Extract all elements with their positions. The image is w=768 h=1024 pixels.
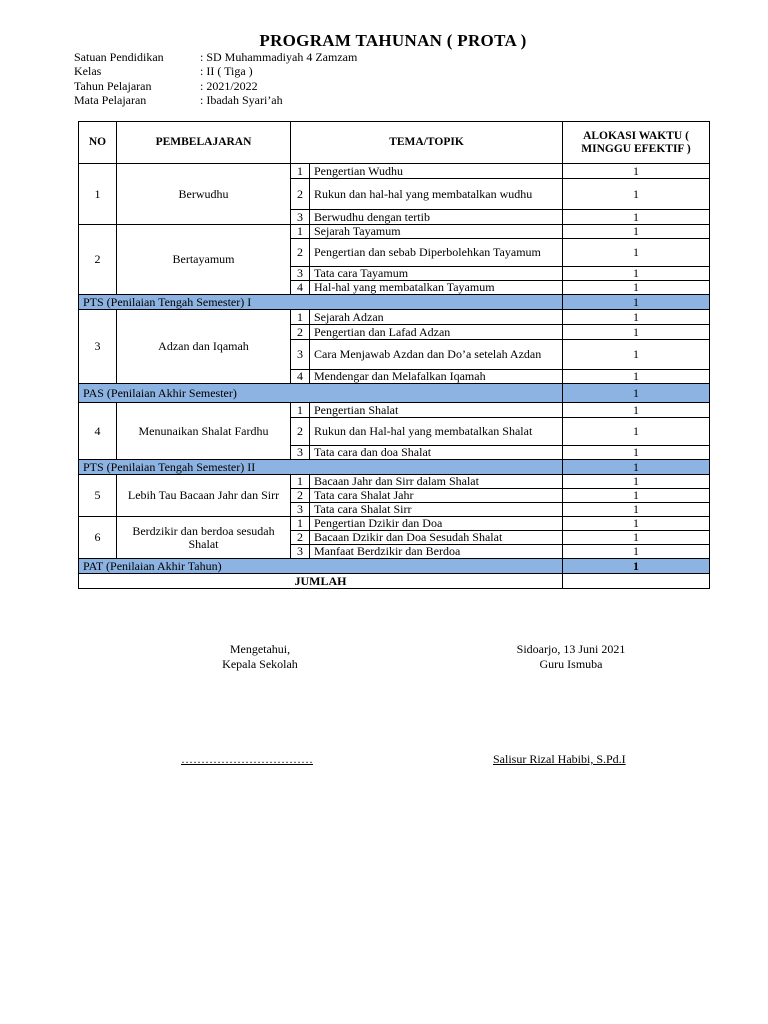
- topic-alokasi: 1: [563, 310, 710, 325]
- topic-text: Bacaan Dzikir dan Doa Sesudah Shalat: [310, 531, 563, 545]
- topic-text: Berwudhu dengan tertib: [310, 210, 563, 225]
- topic-number: 2: [291, 239, 310, 267]
- assessment-label: PAT (Penilaian Akhir Tahun): [79, 559, 563, 574]
- assessment-alokasi: 1: [563, 384, 710, 403]
- topic-number: 2: [291, 489, 310, 503]
- prota-table: [78, 121, 710, 589]
- signature-right-name: Salisur Rizal Habibi, S.Pd.I: [493, 752, 626, 766]
- topic-alokasi: 1: [563, 164, 710, 179]
- assessment-row: [79, 295, 710, 310]
- topic-number: 3: [291, 340, 310, 370]
- topic-text: Mendengar dan Melafalkan Iqamah: [310, 370, 563, 384]
- topic-text: Hal-hal yang membatalkan Tayamum: [310, 281, 563, 295]
- table-row: [79, 475, 710, 489]
- meta-value: : SD Muhammadiyah 4 Zamzam: [200, 50, 358, 64]
- total-row: [79, 574, 710, 589]
- signature-left: [190, 642, 330, 672]
- topic-text: Pengertian dan sebab Diperbolehkan Tayamum: [310, 239, 563, 267]
- topic-number: 1: [291, 403, 310, 418]
- topic-text: Tata cara Shalat Sirr: [310, 503, 563, 517]
- topic-number: 3: [291, 503, 310, 517]
- topic-alokasi: 1: [563, 239, 710, 267]
- group-no: 4: [79, 403, 117, 460]
- topic-number: 2: [291, 418, 310, 446]
- header-alokasi: ALOKASI WAKTU ( MINGGU EFEKTIF ): [563, 122, 710, 164]
- table-row: [79, 164, 710, 179]
- topic-text: Rukun dan hal-hal yang membatalkan wudhu: [310, 179, 563, 210]
- meta-row: [74, 79, 357, 93]
- topic-alokasi: 1: [563, 418, 710, 446]
- total-value: [563, 574, 710, 589]
- header-no: NO: [79, 122, 117, 164]
- topic-number: 1: [291, 517, 310, 531]
- topic-alokasi: 1: [563, 531, 710, 545]
- signature-left-line2: Kepala Sekolah: [222, 657, 298, 671]
- document-title: PROGRAM TAHUNAN ( PROTA ): [259, 31, 527, 50]
- signature-right: [486, 642, 656, 672]
- group-name: Lebih Tau Bacaan Jahr dan Sirr: [117, 475, 291, 517]
- topic-alokasi: 1: [563, 210, 710, 225]
- topic-alokasi: 1: [563, 517, 710, 531]
- topic-text: Tata cara dan doa Shalat: [310, 446, 563, 460]
- signature-right-line2: Guru Ismuba: [539, 657, 603, 671]
- group-no: 6: [79, 517, 117, 559]
- table-row: [79, 225, 710, 239]
- assessment-row: [79, 384, 710, 403]
- assessment-alokasi: 1: [563, 559, 710, 574]
- signature-left-name: ……………………………: [181, 752, 313, 766]
- group-no: 1: [79, 164, 117, 225]
- group-name: Adzan dan Iqamah: [117, 310, 291, 384]
- table-row: [79, 517, 710, 531]
- topic-number: 4: [291, 281, 310, 295]
- topic-number: 3: [291, 210, 310, 225]
- header-row: [79, 122, 710, 164]
- topic-alokasi: 1: [563, 545, 710, 559]
- topic-alokasi: 1: [563, 267, 710, 281]
- assessment-row: [79, 559, 710, 574]
- topic-number: 2: [291, 325, 310, 340]
- topic-text: Bacaan Jahr dan Sirr dalam Shalat: [310, 475, 563, 489]
- group-no: 2: [79, 225, 117, 295]
- total-label: JUMLAH: [79, 574, 563, 589]
- meta-value: : 2021/2022: [200, 78, 258, 93]
- topic-text: Pengertian Wudhu: [310, 164, 563, 179]
- group-no: 5: [79, 475, 117, 517]
- table-row: [79, 403, 710, 418]
- assessment-alokasi: 1: [563, 460, 710, 475]
- signature-right-line1: Sidoarjo, 13 Juni 2021: [516, 642, 626, 656]
- topic-text: Tata cara Shalat Jahr: [310, 489, 563, 503]
- topic-alokasi: 1: [563, 281, 710, 295]
- topic-alokasi: 1: [563, 489, 710, 503]
- group-name: Menunaikan Shalat Fardhu: [117, 403, 291, 460]
- assessment-label: PTS (Penilaian Tengah Semester) I: [79, 295, 563, 310]
- topic-text: Tata cara Tayamum: [310, 267, 563, 281]
- topic-number: 1: [291, 225, 310, 239]
- topic-alokasi: 1: [563, 340, 710, 370]
- topic-number: 2: [291, 531, 310, 545]
- topic-text: Cara Menjawab Azdan dan Do’a setelah Azdan: [310, 340, 563, 370]
- group-name: Berwudhu: [117, 164, 291, 225]
- topic-text: Pengertian Shalat: [310, 403, 563, 418]
- meta-block: [74, 50, 357, 107]
- header-tema: TEMA/TOPIK: [291, 122, 563, 164]
- topic-alokasi: 1: [563, 325, 710, 340]
- topic-number: 1: [291, 310, 310, 325]
- meta-value: : II ( Tiga ): [200, 64, 253, 79]
- group-name: Berdzikir dan berdoa sesudah Shalat: [117, 517, 291, 559]
- topic-text: Rukun dan Hal-hal yang membatalkan Shalat: [310, 418, 563, 446]
- topic-alokasi: 1: [563, 370, 710, 384]
- meta-label: Satuan Pendidikan: [74, 50, 164, 64]
- meta-label: Tahun Pelajaran: [74, 78, 152, 93]
- topic-number: 3: [291, 545, 310, 559]
- topic-alokasi: 1: [563, 475, 710, 489]
- topic-text: Pengertian dan Lafad Adzan: [310, 325, 563, 340]
- header-pembelajaran: PEMBELAJARAN: [117, 122, 291, 164]
- topic-text: Sejarah Tayamum: [310, 225, 563, 239]
- topic-text: Pengertian Dzikir dan Doa: [310, 517, 563, 531]
- topic-number: 3: [291, 267, 310, 281]
- topic-number: 3: [291, 446, 310, 460]
- topic-text: Manfaat Berdzikir dan Berdoa: [310, 545, 563, 559]
- assessment-label: PTS (Penilaian Tengah Semester) II: [79, 460, 563, 475]
- table-row: [79, 310, 710, 325]
- meta-row: [74, 93, 357, 107]
- topic-number: 2: [291, 179, 310, 210]
- meta-label: Kelas: [74, 64, 102, 79]
- assessment-alokasi: 1: [563, 295, 710, 310]
- meta-value: : Ibadah Syari’ah: [200, 92, 283, 107]
- meta-row: [74, 64, 357, 78]
- topic-alokasi: 1: [563, 403, 710, 418]
- signature-left-line1: Mengetahui,: [229, 642, 291, 656]
- topic-alokasi: 1: [563, 179, 710, 210]
- group-name: Bertayamum: [117, 225, 291, 295]
- topic-alokasi: 1: [563, 225, 710, 239]
- assessment-row: [79, 460, 710, 475]
- group-no: 3: [79, 310, 117, 384]
- meta-label: Mata Pelajaran: [74, 92, 147, 107]
- topic-alokasi: 1: [563, 446, 710, 460]
- topic-number: 4: [291, 370, 310, 384]
- meta-row: [74, 50, 357, 64]
- topic-text: Sejarah Adzan: [310, 310, 563, 325]
- assessment-label: PAS (Penilaian Akhir Semester): [79, 384, 563, 403]
- topic-number: 1: [291, 475, 310, 489]
- topic-alokasi: 1: [563, 503, 710, 517]
- topic-number: 1: [291, 164, 310, 179]
